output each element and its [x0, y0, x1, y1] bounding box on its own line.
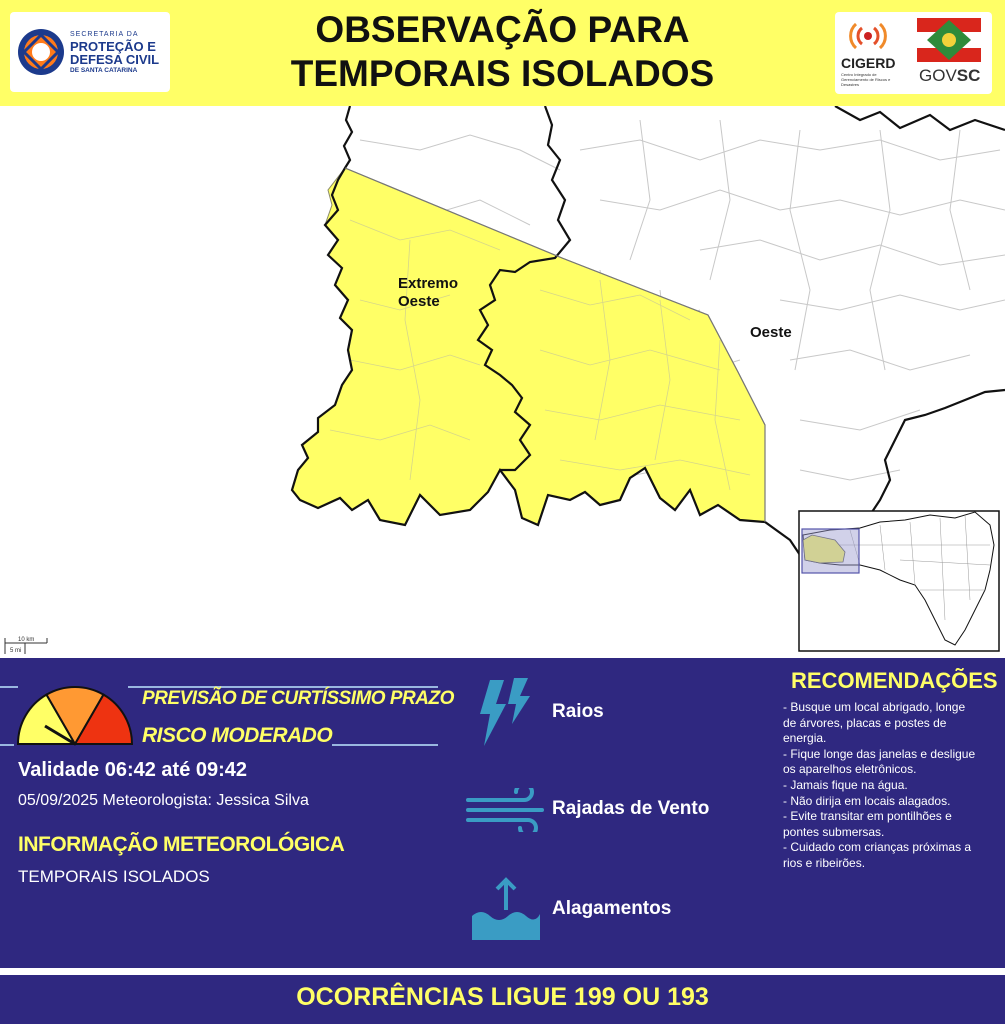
divider-left-bottom — [0, 744, 14, 746]
logo-left-line3: DEFESA CIVIL — [70, 52, 160, 67]
map-canvas — [0, 106, 1005, 658]
header-banner — [0, 0, 1005, 106]
emergency-numbers: OCORRÊNCIAS LIGUE 199 OU 193 — [296, 983, 709, 1011]
forecast-type: PREVISÃO DE CURTÍSSIMO PRAZO — [142, 688, 454, 709]
wind-icon — [466, 788, 550, 832]
hazard-label-lightning: Raios — [552, 701, 604, 722]
info-text: TEMPORAIS ISOLADOS — [18, 867, 210, 886]
recommendation-line: - Cuidado com crianças próximas a — [783, 840, 972, 855]
recommendation-line: os aparelhos eletrônicos. — [783, 762, 917, 777]
recommendation-line: - Evite transitar em pontilhões e — [783, 809, 952, 824]
region-label-extremo-oeste-2: Oeste — [398, 293, 440, 310]
footer-banner — [0, 972, 1005, 1024]
govsc-text — [919, 66, 980, 86]
logo-left-line1: SECRETARIA DA — [70, 31, 139, 38]
title-line-2: TEMPORAIS ISOLADOS — [290, 53, 715, 94]
defesa-civil-logo — [10, 12, 170, 92]
hazard-label-wind: Rajadas de Vento — [552, 798, 710, 819]
validity-text: Validade 06:42 até 09:42 — [18, 759, 248, 781]
partner-logos — [835, 12, 992, 94]
cigerd-subtitle: Centro Integrado de Gerenciamento de Riscos e Desastres — [841, 72, 891, 87]
scale-label-km: 10 km — [18, 637, 35, 643]
info-heading: INFORMAÇÃO METEOROLÓGICA — [18, 833, 345, 856]
flood-icon — [470, 876, 542, 942]
govsc-text-gov: GOV — [919, 66, 957, 85]
scale-bar — [5, 637, 47, 654]
scale-label-mi: 5 mi — [10, 648, 22, 654]
recommendation-line: - Jamais fique na água. — [783, 777, 908, 792]
recommendation-line: rios e ribeirões. — [783, 855, 866, 870]
lightning-icon — [474, 676, 534, 748]
recommendation-line: - Busque um local abrigado, longe — [783, 700, 966, 714]
recommendations-list — [783, 700, 993, 872]
date-meteorologist: 05/09/2025 Meteorologista: Jessica Silva — [18, 792, 309, 809]
risk-level: RISCO MODERADO — [142, 724, 333, 747]
region-label-extremo-oeste-1: Extremo — [398, 275, 459, 292]
info-panel — [0, 658, 1005, 968]
recommendation-line: energia. — [783, 731, 827, 746]
inset-viewport-box — [802, 529, 859, 573]
divider-left-top — [0, 686, 18, 688]
cigerd-signal-icon — [848, 18, 888, 52]
inset-locator-map[interactable] — [799, 511, 999, 651]
govsc-text-sc: SC — [956, 66, 981, 85]
logo-left-line2: PROTEÇÃO E — [70, 39, 156, 54]
logo-left-line4: DE SANTA CATARINA — [70, 67, 138, 74]
recommendation-line: - Fique longe das janelas e desligue — [783, 746, 976, 761]
recommendation-line: de árvores, placas e postes de — [783, 715, 947, 730]
hazard-label-flood: Alagamentos — [552, 898, 672, 919]
recommendation-line: - Não dirija em locais alagados. — [783, 793, 951, 808]
sc-flag-icon — [917, 18, 981, 62]
divider-right-bottom — [332, 744, 438, 746]
defesa-civil-emblem-icon — [16, 27, 66, 77]
title-line-1: OBSERVAÇÃO PARA — [315, 9, 690, 50]
alert-map[interactable] — [0, 106, 1005, 658]
page-title — [200, 8, 805, 96]
region-label-oeste: Oeste — [750, 324, 792, 341]
cigerd-name: CIGERD — [841, 55, 896, 71]
recommendations-title: RECOMENDAÇÕES — [791, 668, 998, 693]
recommendation-line: pontes submersas. — [783, 824, 885, 839]
alert-area-polygon[interactable] — [292, 168, 765, 525]
risk-gauge-icon — [15, 684, 135, 746]
